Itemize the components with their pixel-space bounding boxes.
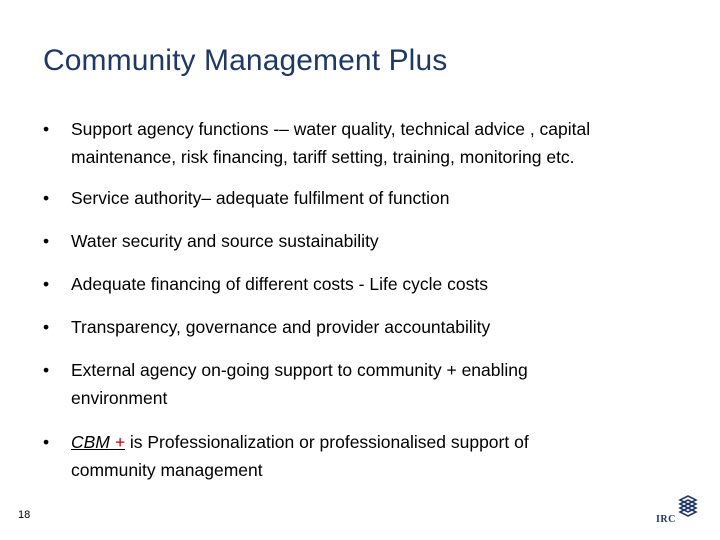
bullet-glyph: • <box>43 317 50 337</box>
logo-text: IRC <box>656 514 676 525</box>
slide-title: Community Management Plus <box>43 44 448 77</box>
bullet-text <box>71 115 691 171</box>
bullet-line: community management <box>71 460 263 480</box>
bullet-line: Adequate financing of different costs - Life cycle costs <box>71 274 488 294</box>
bullet-text <box>71 428 691 484</box>
bullet-glyph: • <box>43 188 50 208</box>
page-number: 18 <box>18 509 31 521</box>
bullet-glyph: • <box>43 119 50 139</box>
bullet-glyph: • <box>43 360 50 380</box>
bullet-glyph: • <box>43 274 50 294</box>
bullet-text <box>71 227 691 255</box>
bullet-line <box>71 428 691 456</box>
bullet-glyph: • <box>43 432 50 452</box>
bullet-line: maintenance, risk financing, tariff setting, training, monitoring etc. <box>71 147 575 167</box>
cbm-term: CBM <box>71 432 110 452</box>
plus-sign: + <box>114 432 125 452</box>
bullet-line: Water security and source sustainability <box>71 231 379 251</box>
bullet-text <box>71 356 691 412</box>
bullet-text <box>71 270 691 298</box>
bullet-line: Support agency functions -– water quality, technical advice , capital <box>71 119 591 139</box>
bullet-line: Service authority– adequate fulfilment of function <box>71 188 450 208</box>
bullet-line: External agency on-going support to community + enabling <box>71 360 528 380</box>
bullet-line-rest: is Professionalization or professionalised support of <box>125 432 529 452</box>
bullet-line: Transparency, governance and provider accountability <box>71 317 491 337</box>
bullet-text <box>71 184 691 212</box>
bullet-line: environment <box>71 388 168 408</box>
bullet-text <box>71 313 691 341</box>
bullet-glyph: • <box>43 231 50 251</box>
